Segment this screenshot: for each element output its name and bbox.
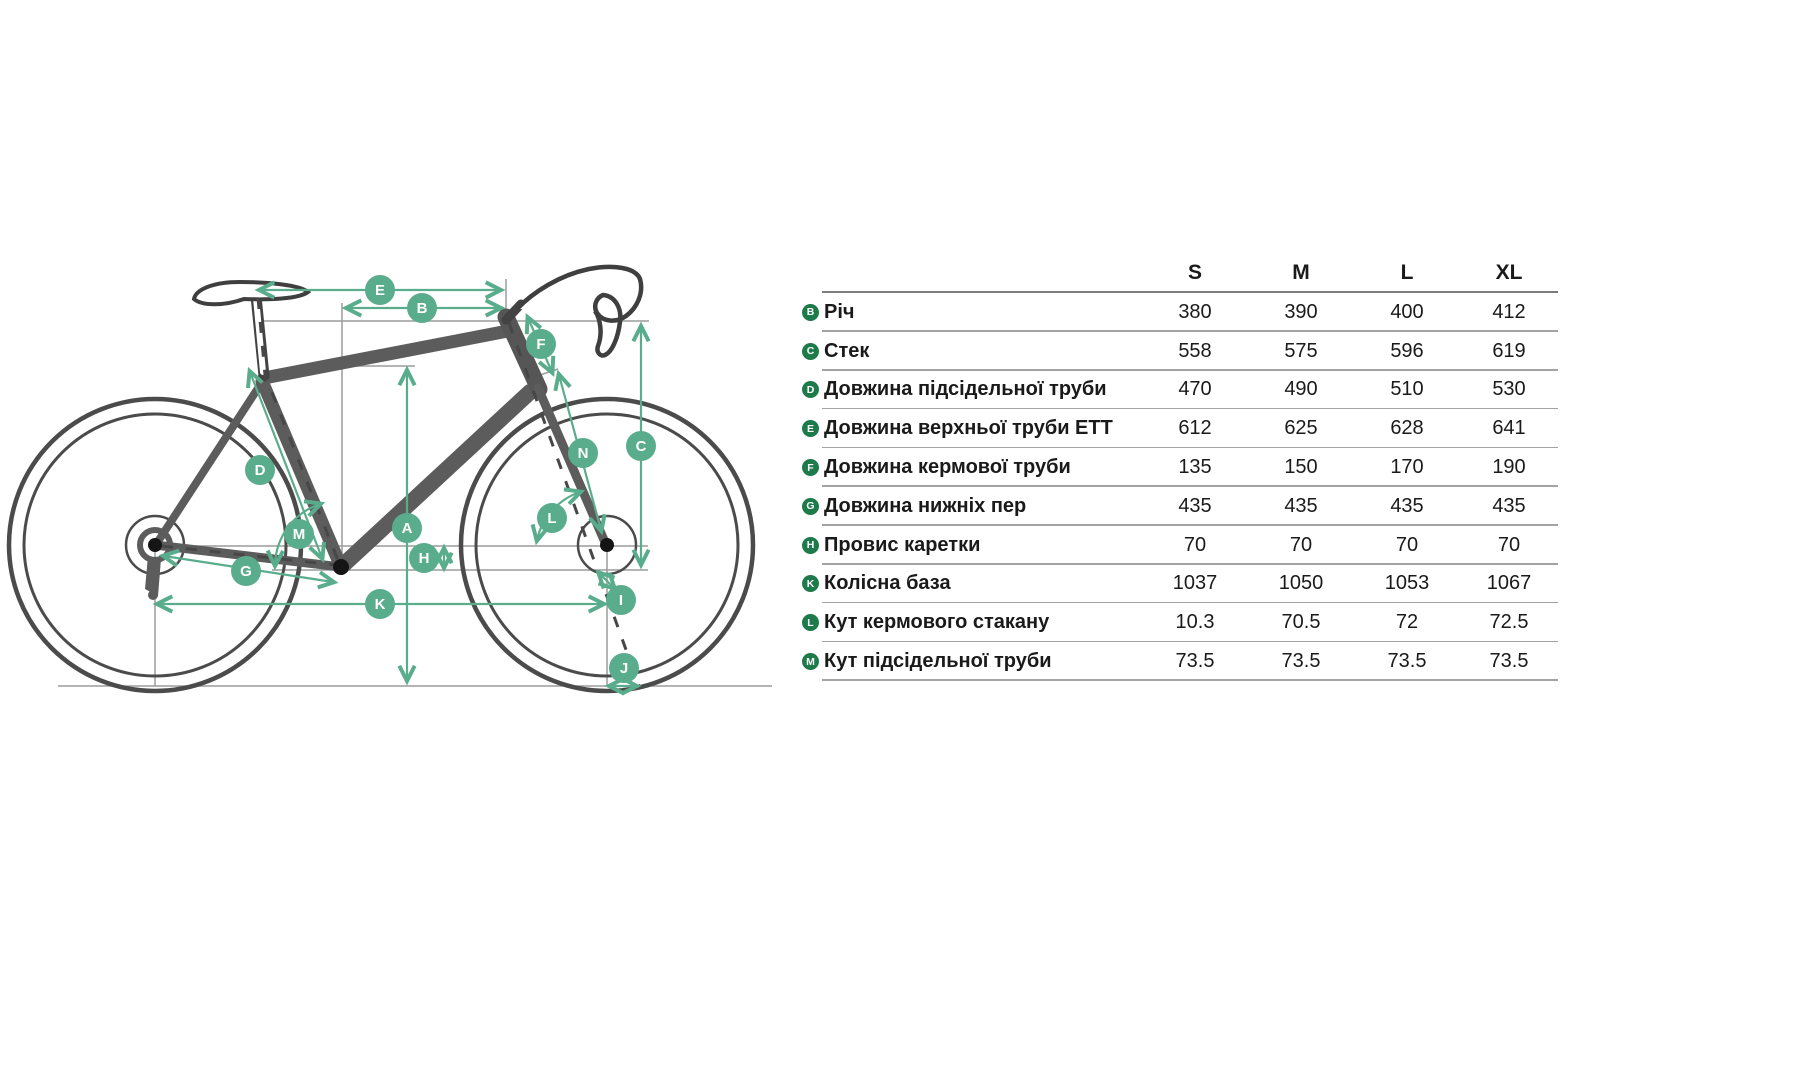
dim-badge-J <box>609 653 639 683</box>
row-value: 380 <box>1178 300 1212 323</box>
svg-text:F: F <box>536 336 546 353</box>
row-value: 628 <box>1390 417 1424 440</box>
row-label: Довжина нижніх пер <box>824 494 1027 517</box>
table-row <box>796 642 1558 681</box>
table-row <box>796 293 1558 332</box>
row-value: 641 <box>1492 417 1526 440</box>
row-badge: G <box>802 498 819 515</box>
column-header-m: M <box>1292 260 1310 284</box>
row-value: 70 <box>1183 533 1207 556</box>
row-badge: D <box>802 381 819 398</box>
bike-geometry-diagram <box>0 0 790 1080</box>
svg-text:C: C <box>635 438 647 455</box>
row-badge: L <box>802 614 819 631</box>
bottom-bracket-dot <box>333 559 349 575</box>
row-value: 619 <box>1492 339 1526 362</box>
front-hub-dot <box>600 538 614 552</box>
row-value: 72.5 <box>1489 611 1529 634</box>
row-label: Кут підсідельної труби <box>824 650 1052 673</box>
svg-text:H: H <box>418 550 430 567</box>
row-value: 612 <box>1178 417 1212 440</box>
row-value: 170 <box>1390 456 1424 479</box>
row-value: 435 <box>1390 494 1424 517</box>
svg-text:E: E <box>374 282 386 299</box>
dim-badge-C <box>626 431 656 461</box>
geometry-table-header <box>796 252 1558 293</box>
row-value: 70 <box>1497 533 1521 556</box>
geometry-table <box>796 252 1558 681</box>
dim-badge-D <box>245 455 275 485</box>
row-value: 10.3 <box>1175 611 1215 634</box>
row-value: 70.5 <box>1281 611 1321 634</box>
row-label: Колісна база <box>824 572 951 595</box>
row-value: 70 <box>1289 533 1313 556</box>
dim-badge-L <box>537 503 567 533</box>
table-row <box>796 332 1558 371</box>
row-badge: K <box>802 575 819 592</box>
row-value: 435 <box>1178 494 1212 517</box>
column-header-xl: XL <box>1495 260 1523 284</box>
row-value: 596 <box>1390 339 1424 362</box>
row-value: 1037 <box>1172 572 1218 595</box>
row-value: 530 <box>1492 378 1526 401</box>
row-label: Провис каретки <box>824 533 981 556</box>
row-badge: F <box>802 459 819 476</box>
table-row <box>796 603 1558 642</box>
row-value: 72 <box>1395 611 1419 634</box>
row-value: 390 <box>1284 300 1318 323</box>
row-value: 435 <box>1492 494 1526 517</box>
dim-badge-I <box>606 585 636 615</box>
dim-badge-H <box>409 543 439 573</box>
svg-text:G: G <box>240 563 252 580</box>
row-badge: M <box>802 653 819 670</box>
svg-text:A: A <box>401 520 413 537</box>
row-label: Річ <box>824 300 855 323</box>
table-row <box>796 371 1558 410</box>
dim-badge-F <box>526 329 556 359</box>
row-value: 435 <box>1284 494 1318 517</box>
dim-badge-N <box>568 438 598 468</box>
row-value: 1050 <box>1278 572 1324 595</box>
row-value: 73.5 <box>1387 650 1427 673</box>
row-value: 575 <box>1284 339 1318 362</box>
dim-badge-G <box>231 556 261 586</box>
svg-text:M: M <box>292 526 306 543</box>
rear-hub-dot <box>148 538 162 552</box>
row-badge: C <box>802 343 819 360</box>
table-row <box>796 565 1558 604</box>
column-header-s: S <box>1187 260 1202 284</box>
row-value: 400 <box>1390 300 1424 323</box>
row-badge: B <box>802 304 819 321</box>
saddle <box>194 282 308 304</box>
row-value: 73.5 <box>1175 650 1215 673</box>
row-value: 135 <box>1178 456 1212 479</box>
dim-badge-M <box>284 519 314 549</box>
row-badge: E <box>802 420 819 437</box>
svg-text:I: I <box>618 592 624 609</box>
column-header-l: L <box>1400 260 1414 284</box>
row-value: 510 <box>1390 378 1424 401</box>
row-value: 1053 <box>1384 572 1430 595</box>
row-label: Довжина кермової труби <box>824 456 1071 479</box>
row-badge: H <box>802 537 819 554</box>
row-label: Довжина верхньої труби ETT <box>824 417 1113 440</box>
row-value: 1067 <box>1486 572 1532 595</box>
row-value: 470 <box>1178 378 1212 401</box>
table-row <box>796 409 1558 448</box>
row-label: Кут кермового стакану <box>824 611 1050 634</box>
row-value: 70 <box>1395 533 1419 556</box>
svg-text:J: J <box>619 660 629 677</box>
table-row <box>796 487 1558 526</box>
row-value: 73.5 <box>1281 650 1321 673</box>
geometry-table-body <box>796 293 1558 681</box>
reference-lines <box>58 279 772 686</box>
row-value: 73.5 <box>1489 650 1529 673</box>
svg-text:K: K <box>374 596 386 613</box>
row-value: 490 <box>1284 378 1318 401</box>
row-value: 558 <box>1178 339 1212 362</box>
row-value: 190 <box>1492 456 1526 479</box>
dim-badge-A <box>392 513 422 543</box>
row-value: 625 <box>1284 417 1318 440</box>
row-value: 150 <box>1284 456 1318 479</box>
dim-badge-K <box>365 589 395 619</box>
table-row <box>796 526 1558 565</box>
svg-text:B: B <box>416 300 428 317</box>
dim-badge-E <box>365 275 395 305</box>
svg-text:L: L <box>547 510 557 527</box>
row-value: 412 <box>1492 300 1526 323</box>
svg-text:D: D <box>254 462 266 479</box>
dim-badge-B <box>407 293 437 323</box>
table-row <box>796 448 1558 487</box>
svg-text:N: N <box>577 445 589 462</box>
row-label: Стек <box>824 339 870 362</box>
row-label: Довжина підсідельної труби <box>824 378 1107 401</box>
